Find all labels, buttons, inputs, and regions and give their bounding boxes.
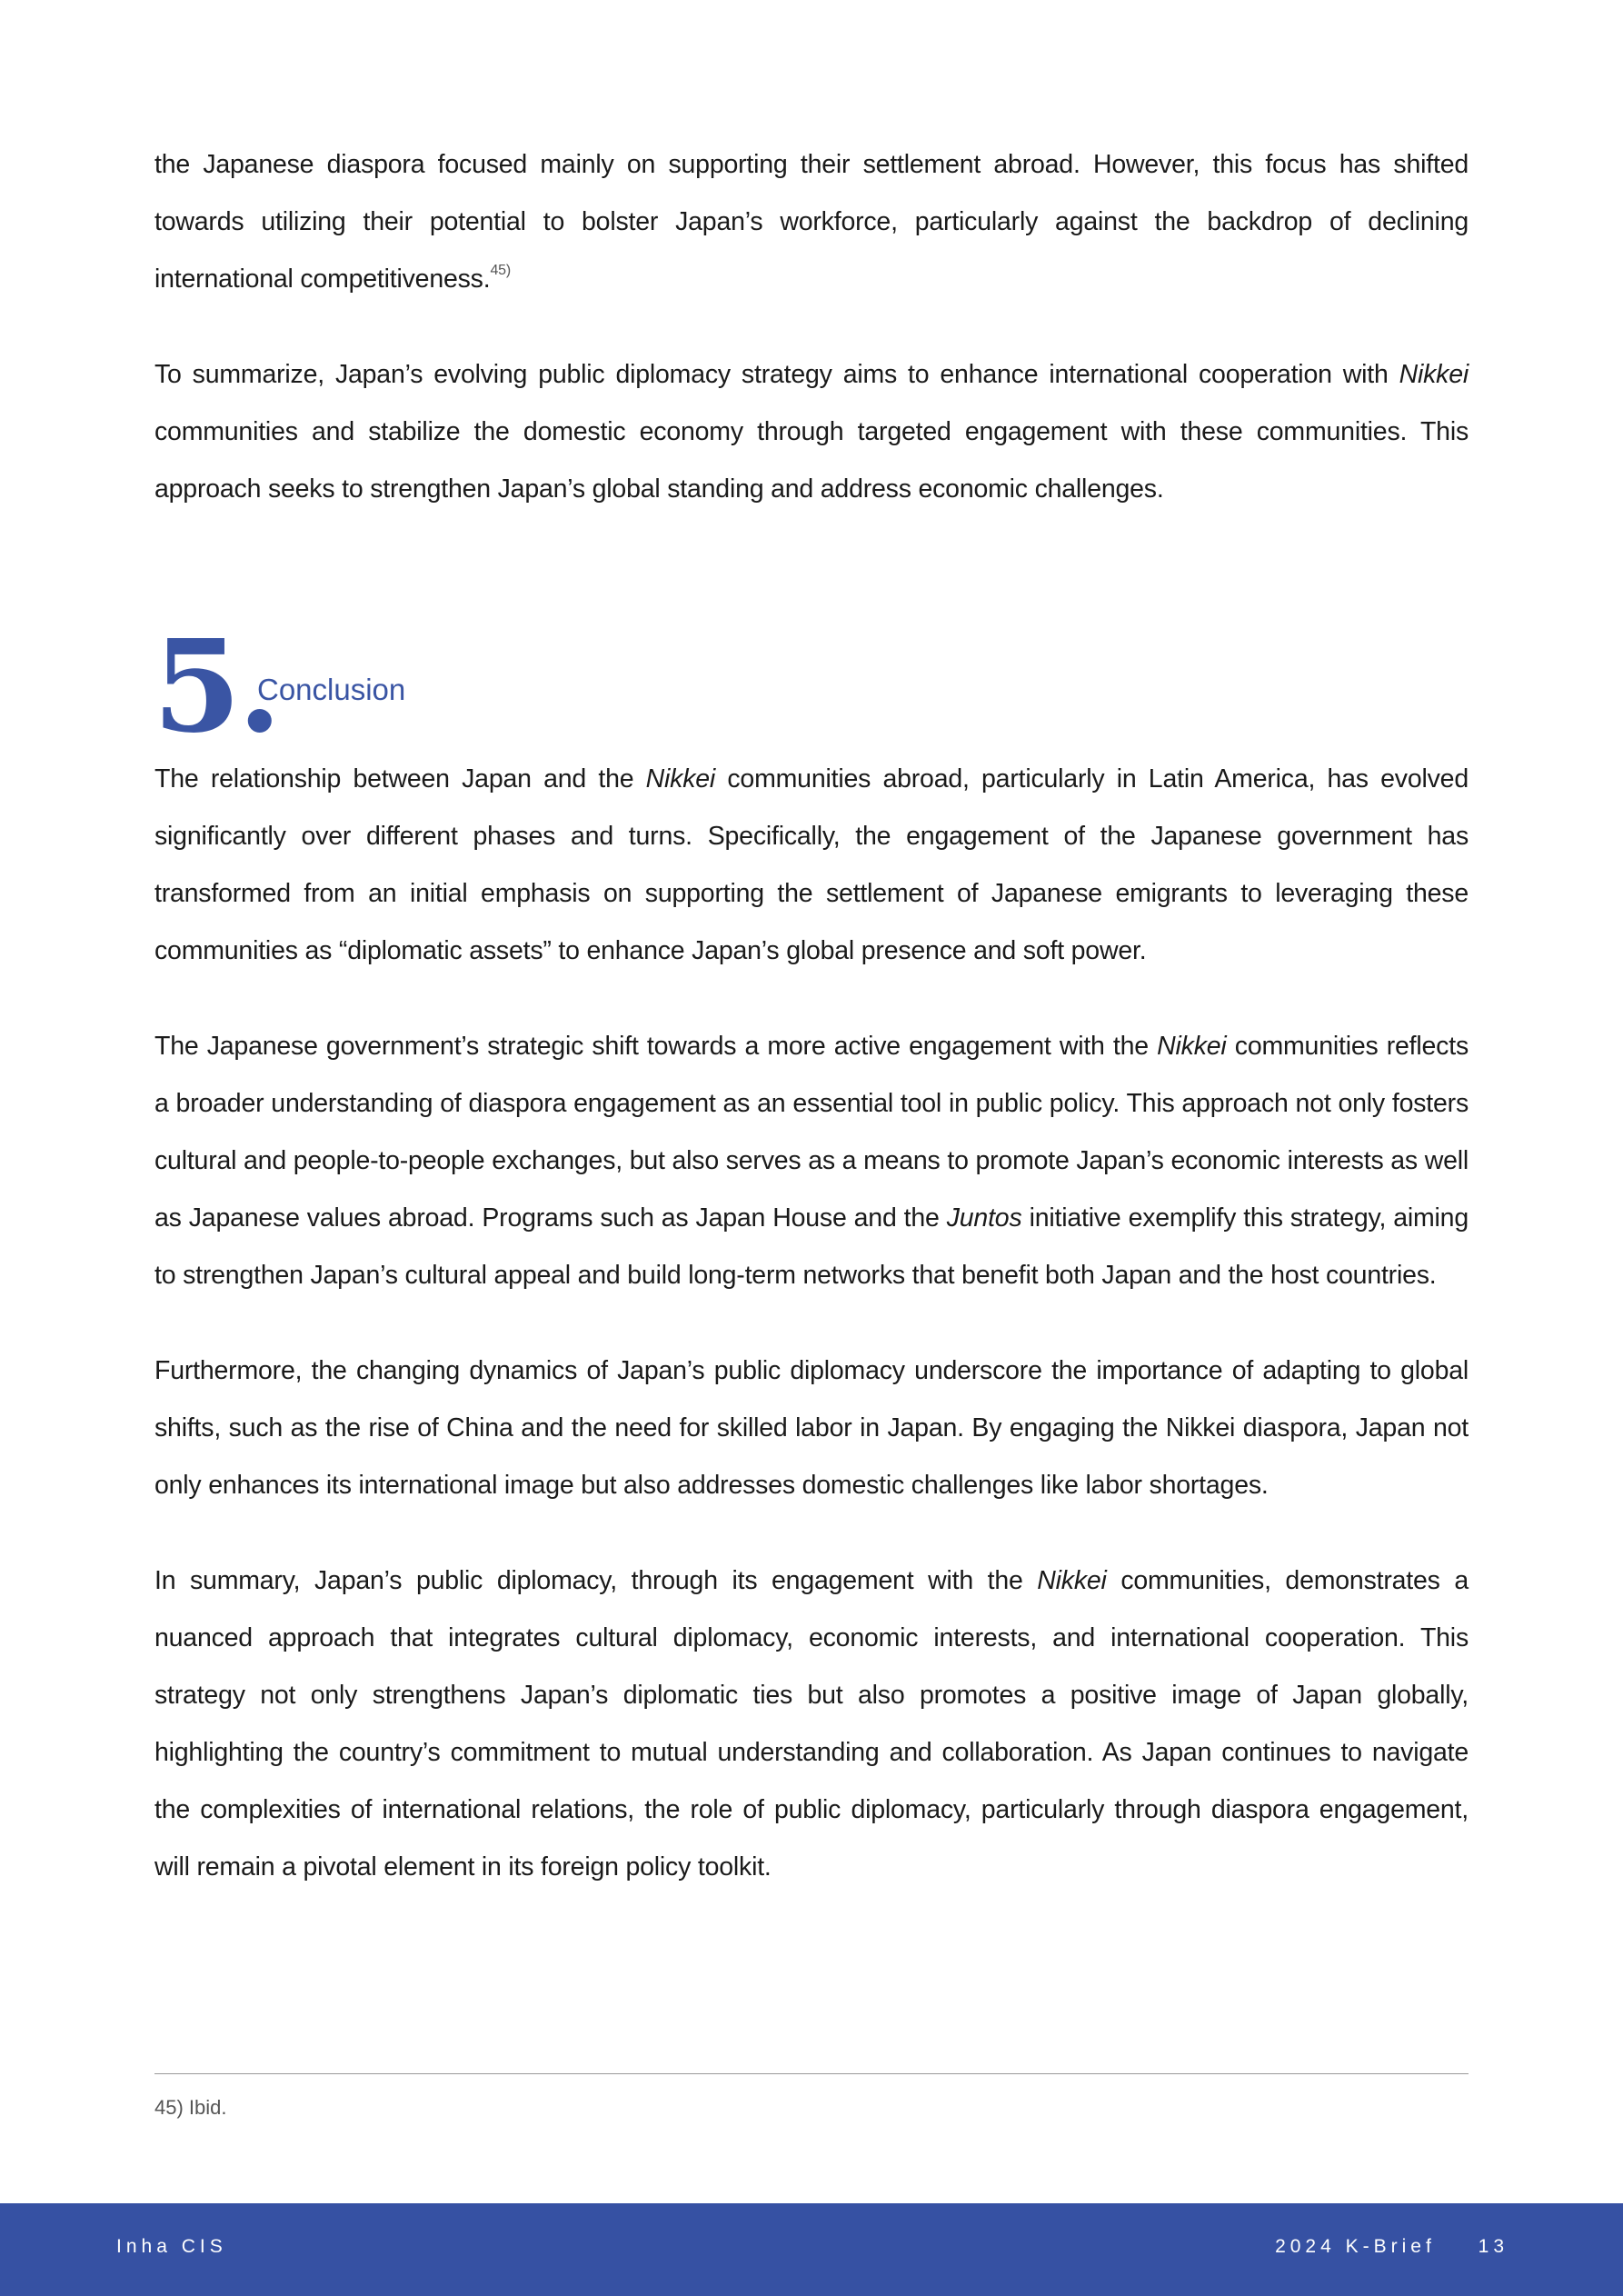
text-segment: initiative exemplify this strategy, aiming to strengthen Japan’s cultural appeal and build long-term networks that benefit both Japan and the host countries. — [154, 1203, 1469, 1290]
footer-publication: 2024 K-Brief — [1275, 2236, 1436, 2257]
text-segment: Furthermore, the changing dynamics of Japan’s public diplomacy underscore the importance of adapting to global shifts, such as the rise of China and the need for skilled labor in Japan. By engaging the Nikkei diaspora, Japan not only enhances its international image but also addresses domestic challenges like labor shortages. — [154, 1356, 1469, 1500]
body-paragraph — [154, 1552, 1469, 1896]
text-segment: communities reflects a broader understanding of diaspora engagement as an essential tool in public policy. This approach not only fosters cultural and people-to-people exchanges, but also serves as a means to promote Japan’s economic interests as well as Japanese values abroad. Programs such as Japan House and the — [154, 1032, 1469, 1233]
body-paragraph — [154, 346, 1469, 518]
paragraph-gap — [154, 308, 1469, 346]
paragraph-gap — [154, 1304, 1469, 1343]
body-paragraph — [154, 1343, 1469, 1514]
text-segment: In summary, Japan’s public diplomacy, through its engagement with the — [154, 1566, 1038, 1595]
page-content — [154, 136, 1469, 1896]
italic-term: Nikkei — [1157, 1032, 1227, 1061]
italic-term: Nikkei — [1037, 1566, 1107, 1595]
body-text-top — [154, 136, 1469, 518]
italic-term: Nikkei — [1399, 360, 1469, 389]
footnote-divider — [154, 2073, 1469, 2074]
text-segment: communities abroad, particularly in Latin America, has evolved significantly over different phases and turns. Specifically, the engagement of the Japanese government has transformed from an initial emphasis on supporting the settlement of Japanese emigrants to leveraging these communities as “diplomatic assets” to enhance Japan’s global presence and soft power. — [154, 764, 1469, 965]
text-segment: To summarize, Japan’s evolving public diplomacy strategy aims to enhance international cooperation with — [154, 360, 1399, 389]
body-paragraph — [154, 751, 1469, 980]
footnote-reference[interactable]: 45) — [490, 263, 511, 278]
paragraph-gap — [154, 980, 1469, 1018]
footer-right-group — [1275, 2236, 1508, 2258]
body-paragraph — [154, 1018, 1469, 1304]
section-title: Conclusion — [257, 673, 406, 706]
footer-organization: Inha CIS — [116, 2236, 227, 2257]
section-number: 5. — [153, 613, 279, 762]
body-text-section — [154, 751, 1469, 1896]
body-paragraph — [154, 136, 1469, 308]
paragraph-gap — [154, 1514, 1469, 1552]
text-segment: The relationship between Japan and the — [154, 764, 646, 794]
italic-term: Juntos — [946, 1203, 1022, 1233]
footnote: 45) Ibid. — [154, 2096, 227, 2119]
section-heading — [153, 613, 1469, 762]
italic-term: Nikkei — [645, 764, 716, 794]
page-footer — [0, 2203, 1623, 2296]
page-number: 13 — [1478, 2236, 1508, 2257]
text-segment: communities, demonstrates a nuanced approach that integrates cultural diplomacy, economic interests, and international cooperation. This strategy not only strengthens Japan’s diplomatic ties but also promotes a positive image of Japan globally, highlighting the country’s commitment to mutual understanding and collaboration. As Japan continues to navigate the complexities of international relations, the role of public diplomacy, particularly through diaspora engagement, will remain a pivotal element in its foreign policy toolkit. — [154, 1566, 1469, 1882]
text-segment: communities and stabilize the domestic economy through targeted engagement with these communities. This approach seeks to strengthen Japan’s global standing and address economic challenges. — [154, 417, 1469, 504]
text-segment: the Japanese diaspora focused mainly on supporting their settlement abroad. However, this focus has shifted towards utilizing their potential to bolster Japan’s workforce, particularly against the backdrop of declining international competitiveness. — [154, 150, 1469, 294]
text-segment: The Japanese government’s strategic shift towards a more active engagement with the — [154, 1032, 1158, 1061]
